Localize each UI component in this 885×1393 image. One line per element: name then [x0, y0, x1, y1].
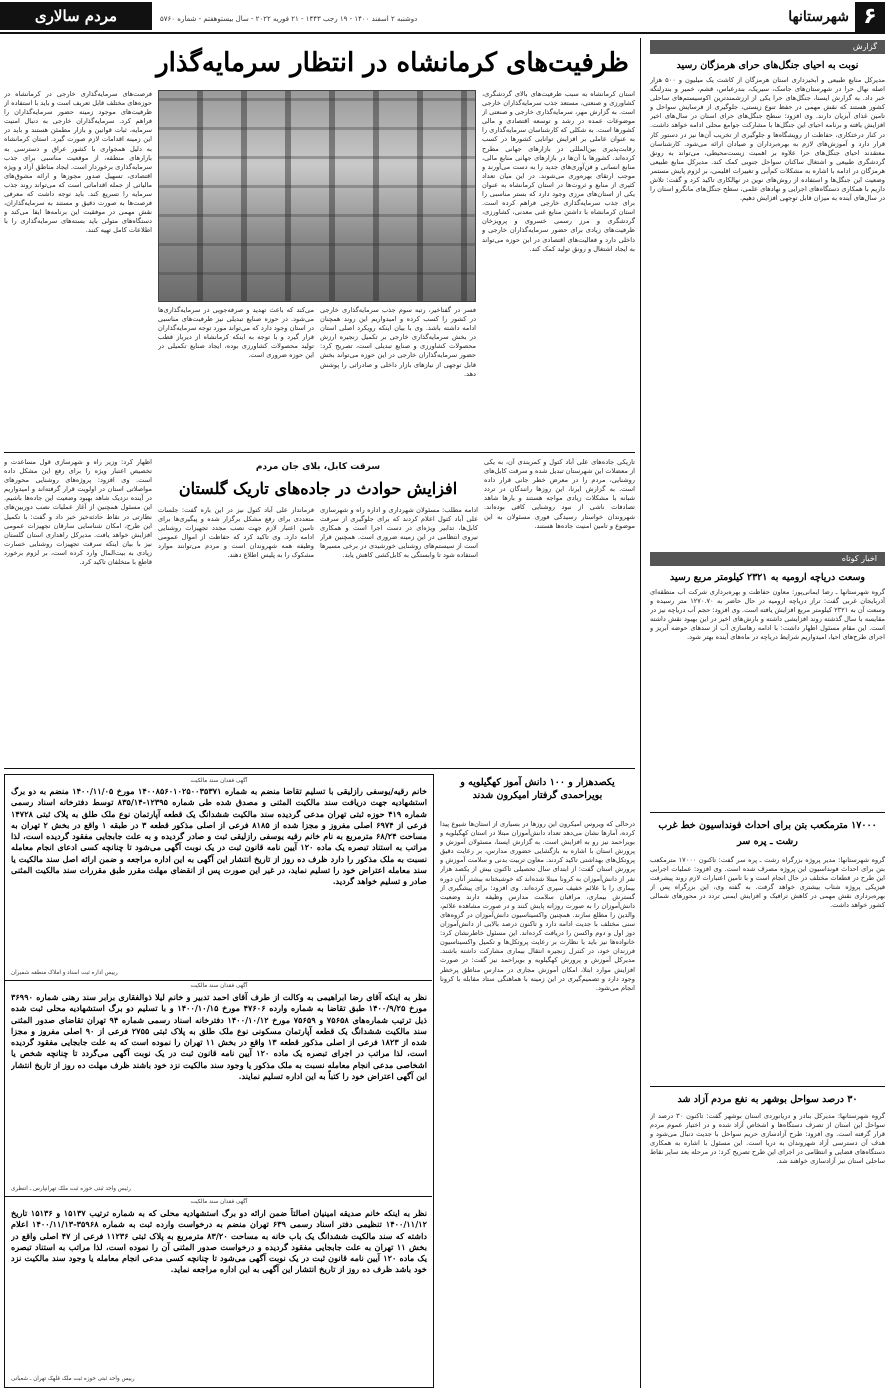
school-headline: یکصدهزار و ۱۰۰ دانش آموز کهگیلویه و بویراحمدی گرفتار امیکرون شدند	[460, 777, 615, 801]
report-tag: گزارش	[650, 40, 885, 54]
main-col-middle: فسر در گفتاخیر، رتبه سوم جذب سرمایه‌گذاری خارجی در کشور را کسب کرده و امیدواریم این روند همچنان ادامه داشته باشد. وی با بیان اینکه رویکرد اصلی استان در بخش سرمایه‌گذاری خارجی بر تکمیل زنجیره ارزش محصولات کشاورزی و صنایع تبدیلی است، تصریح کرد: حضور سرمایه‌گذاران خارجی در این حوزه می‌تواند بخش قابل توجهی از نیازهای بازار داخلی و صادراتی را پوشش دهد.	[320, 306, 476, 378]
short1-body: گروه شهرستانها ـ رضا ایمانی‌پور: معاون حفاظت و بهره‌برداری شرکت آب منطقه‌ای آذربایجان غربی گفت: تراز دریاچه ارومیه در حال حاضر به ۱۲۷۰.۷۰ متر رسیده و وسعت آن به ۲۳۲۱ کیلومتر مربع افزایش یافته است. وی افزود: حجم آب دریاچه نیز در مقایسه با سال گذشته روند افزایشی داشته و بارش‌های اخیر در این بهبود نقش داشته است. این مقام مسئول اظهار داشت: با ادامه رهاسازی آب از سدهای حوضه آبریز و اجرای طرح‌های احیا، امیدواریم شرایط دریاچه در ماه‌های آینده بهتر شود.	[650, 588, 885, 642]
middle-bottom-rule	[4, 768, 635, 769]
main-col-right: استان کرمانشاه به سبب ظرفیت‌های بالای گردشگری، کشاورزی و صنعتی، مستعد جذب سرمایه‌گذاران خارجی است. به گزارش مهر، سرمایه‌گذاری خارجی و صنعتی از موضوعات عمده در رشد و توسعه اقتصادی و مالی کشورها است. به شکلی که کارشناسان سرمایه‌گذاری را به عنوان عاملی بر افزایش توانایی کشورها در کسب رقابت‌پذیری بین‌المللی در بازارهای جهانی مطرح کرده‌اند. کشورها با آن‌ها در بازارهای جهانی منابع مالی، منابع انسانی و فن‌آوری‌های جدید را به دست می‌آورند و موجب ارتقای بهره‌وری می‌شوند. در این میان تعداد کثیری از منابع و ثروت‌ها در استان کرمانشاه به عنوان یکی از استان‌های مرزی وجود دارد که بستر مناسبی را برای جذب سرمایه‌گذاری خارجی فراهم کرده است. استان کرمانشاه با داشتن منابع غنی معدنی، کشاورزی، گردشگری و مرز رسمی خسروی و پرویزخان ظرفیت‌های زیادی برای حضور سرمایه‌گذاران خارجی و داخلی دارد و فعالیت‌های اقتصادی در این حوزه می‌تواند به ایجاد اشتغال و رونق تولید کمک کند.	[482, 90, 635, 253]
notice2-text: نظر به اینکه آقای رضا ابراهیمی به وکالت از طرف آقای احمد تدبیر و خانم لیلا ذوالفقاری برابر سند رهنی شماره ۳۶۹۹۰ مورخ ۱۴۰۰/۹/۲۵ طبق تقاضا به شماره وارده ۴۷۶۰۶ مورخ ۱۴۰۰/۱۰/۱۵ و با تسلیم دو برگ استشهادیه محلی ثبت شده ذیل ترتیب شماره‌های ۷۵۶۵۸ و ۷۵۶۵۹ مورخ ۱۴۰۰/۱۰/۱۲ دفترخانه اسناد رسمی شماره ۹۴ تهران تقاضای صدور المثنی سند مالکیت ششدانگ یک قطعه آپارتمان مسکونی نوع ملک طلق به پلاک ثبتی ۲۷۵۵ فرعی از ۹۰ اصلی مفروز و مجزا شده از ۱۸۲۳ فرعی از اصلی مذکور قطعه ۱۳ واقع در بخش ۱۱ تهران را نموده است که به علت جابجایی مفقود گردیده است، لذا مراتب در اجرای تبصره یک ماده ۱۲۰ آیین نامه قانون ثبت در یک نوبت آگهی می‌گردد تا چنانچه شخص یا اشخاصی مدعی انجام معامله نسبت به ملک مذکور یا وجود سند مالکیت نزد خود باشند ظرف مهلت ده روز از تاریخ انتشار این آگهی اعتراض خود را کتباً به این اداره تسلیم نمایند.	[11, 992, 427, 1082]
middle-headline: افزایش حوادث در جاده‌های تاریک گلستان	[178, 479, 458, 498]
notice2-title: آگهی فقدان سند مالکیت	[190, 983, 248, 989]
page-number-badge: ۶	[855, 2, 885, 32]
masthead: مردم سالاری	[0, 2, 152, 30]
main-headline: ظرفیت‌های کرمانشاه در انتظار سرمایه‌گذار	[156, 48, 629, 78]
short2-title: ۱۷۰۰۰ مترمکعب بتن برای احداث فونداسیون خط غرب رشت ـ پره سر	[658, 820, 877, 847]
date-line: دوشنبه ۲ اسفند ۱۴۰۰ - ۱۹ رجب ۱۴۴۳ - ۲۱ فوریه ۲۰۲۲ - سال بیستوهفتم - شماره ۵۷۶۰	[160, 15, 418, 23]
story1-title: نوبت به احیای جنگل‌های حرای هرمزگان رسید	[676, 60, 859, 71]
main-col-left: می‌کند که باعث تهدید و صرفه‌جویی در سرمایه‌گذاری‌ها می‌شود. در حوزه صنایع تبدیلی نیز ظرفیت‌های مناسبی در استان وجود دارد که می‌تواند مورد توجه سرمایه‌گذاران قرار گیرد و با توجه به اینکه کرمانشاه از دیرباز قطب تولید محصولات کشاورزی بوده، ایجاد صنایع تکمیلی در این حوزه ضروری است.	[158, 306, 314, 360]
notice2-sign: رئیس واحد ثبتی حوزه ثبت ملک تهرانپارس ـ انتظری	[11, 1186, 131, 1192]
school-body: درحالی که ویروس امیکرون این روزها در بسیاری از استان‌ها شیوع پیدا کرده، آمارها نشان می‌دهد تعداد دانش‌آموزان مبتلا در استان کهگیلویه و بویراحمد نیز رو به افزایش است. به گزارش ایسنا، مسئولان آموزش و پرورش استان با اشاره به بازگشایی حضوری مدارس، بر رعایت دقیق پروتکل‌های بهداشتی تاکید کردند. معاون تربیت بدنی و سلامت آموزش و پرورش استان گفت: از ابتدای سال تحصیلی تاکنون بیش از یکصد هزار نفر از دانش‌آموزان به کرونا مبتلا شده‌اند که خوشبختانه بیشتر آنان دوره بیماری را با علائم خفیف سپری کرده‌اند. وی افزود: برای پیشگیری از گسترش بیماری، مراقبان سلامت مدارس وظیفه دارند وضعیت دانش‌آموزان را به صورت روزانه پایش کنند و در صورت مشاهده علائم، والدین را مطلع سازند. همچنین واکسیناسیون دانش‌آموزان در گروه‌های سنی مختلف با جدیت ادامه دارد و تاکنون درصد بالایی از دانش‌آموزان دوز اول و دوم واکسن را دریافت کرده‌اند. این مسئول خاطرنشان کرد: خانواده‌ها نیز باید با نظارت بر رعایت پروتکل‌ها و تکمیل واکسیناسیون فرزندان خود، در کنترل زنجیره انتقال بیماری مشارکت داشته باشند. مدیرکل آموزش و پرورش کهگیلویه و بویراحمد نیز گفت: در صورت افزایش موارد ابتلا، امکان آموزش مجازی در مدارس مناطق پرخطر وجود دارد و تصمیم‌گیری در این زمینه با هماهنگی ستاد مقابله با کرونا انجام می‌شود.	[440, 820, 635, 992]
sidebar-divider	[640, 38, 641, 1388]
middle-body-middle: ادامه مطلب: مسئولان شهرداری و اداره راه و شهرسازی علی آباد کتول اعلام کردند که برای جلوگیری از سرقت کابل‌ها، تدابیر ویژه‌ای در دست اجرا است و همکاری نیروی انتظامی در این زمینه ضروری است. همچنین قرار است از سیستم‌های روشنایی خورشیدی در برخی مسیرها استفاده شود تا وابستگی به کابل‌کشی کاهش یابد.	[320, 506, 478, 560]
short1-title: وسعت دریاچه ارومیه به ۲۳۲۱ کیلومتر مربع رسید	[669, 572, 866, 583]
middle-kicker: سرقت کابل، بلای جان مردم	[255, 462, 381, 472]
middle-body-right: تاریکی جاده‌های علی آباد کتول و کمربندی آن، به یکی از معضلات این شهرستان تبدیل شده و سرقت کابل‌های روشنایی، مردم را در معرض خطر جانی قرار داده است. به گزارش ایرنا، این روزها رانندگان در تردد شبانه با مشکلات زیادی مواجه هستند و بارها شاهد تصادفات ناشی از نبود روشنایی کافی بوده‌اند. شهروندان خواستار رسیدگی فوری مسئولان به این موضوع و تامین امنیت جاده‌ها هستند.	[484, 458, 635, 530]
page-header	[0, 0, 885, 34]
middle-far-left: اظهار کرد: وزیر راه و شهرسازی قول مساعدت و تخصیص اعتبار ویژه را برای رفع این مشکل داده است. وی افزود: پروژه‌های روشنایی محورهای مواصلاتی استان در اولویت قرار گرفته‌اند و امیدواریم در آینده نزدیک شاهد بهبود وضعیت این جاده‌ها باشیم. این مسئول همچنین از آغاز عملیات نصب دوربین‌های نظارتی در نقاط حادثه‌خیز خبر داد و گفت: با تکمیل این طرح، امکان شناسایی سارقان تجهیزات عمومی افزایش خواهد یافت. مدیرکل راهداری استان گلستان نیز با بیان اینکه سرقت تجهیزات روشنایی خسارت زیادی به بیت‌المال وارد کرده است، بر لزوم برخورد قاطع با متخلفان تاکید کرد.	[4, 458, 152, 567]
notice1-sign: رییس اداره ثبت اسناد و املاک منطقه شمیران	[11, 970, 118, 976]
notice3-sign: رییس واحد ثبتی حوزه ثبت ملک قلهک تهران ـ شعبانی	[11, 1376, 135, 1382]
factory-photo	[158, 90, 476, 302]
main-bottom-rule	[4, 452, 635, 453]
short-divider-1	[650, 812, 885, 813]
middle-body-left: فرماندار علی آباد کتول نیز در این باره گفت: جلسات متعددی برای رفع مشکل برگزار شده و پیگیری‌ها برای تامین اعتبار لازم جهت نصب مجدد تجهیزات روشنایی ادامه دارد. وی تاکید کرد که حفاظت از اموال عمومی وظیفه همه شهروندان است و مردم می‌توانند موارد مشکوک را به پلیس اطلاع دهند.	[158, 506, 314, 560]
short-divider-2	[650, 1086, 885, 1087]
main-col-far-left: فرصت‌های سرمایه‌گذاری خارجی در کرمانشاه در حوزه‌های مختلف قابل تعریف است و باید با استفاده از ظرفیت‌های موجود زمینه حضور سرمایه‌گذاران را فراهم کرد. سرمایه‌گذاران خارجی به دنبال امنیت سرمایه، ثبات قوانین و بازار مطمئن هستند و باید در این زمینه اقدامات لازم صورت گیرد. استان کرمانشاه به دلیل همجواری با کشور عراق و دسترسی به بازارهای منطقه، از موقعیت مناسبی برای جذب سرمایه‌گذاری برخوردار است. ایجاد مناطق آزاد و ویژه اقتصادی، تسهیل صدور مجوزها و ارائه مشوق‌های مالیاتی از جمله اقداماتی است که می‌تواند روند جذب سرمایه را تسریع کند. باید توجه داشت که معرفی فرصت‌ها به صورت دقیق و مستند به سرمایه‌گذاران، نقش مهمی در موفقیت این برنامه‌ها ایفا می‌کند و دستگاه‌های متولی باید بسته‌های سرمایه‌گذاری را با اطلاعات کامل تهیه کنند.	[4, 90, 152, 235]
section-title: شهرستانها	[788, 9, 849, 25]
notice1-text: خانم رقیه/یوسفی رازلیقی با تسلیم تقاضا منضم به شماره ۱۴۰۰۸۵۶۰۱۰۲۵۰۰۳۵۳۷۱ مورخ ۱۴۰۰/۱۱/۰۵ منضم به دو برگ استشهادیه جهت دریافت سند مالکیت المثنی و مصدق شده طی شماره ۱۲۳۹۵-۸۳۵/۱۴ توسط دفترخانه اسناد رسمی شماره ۴۱۹ حوزه ثبتی تهران مدعی گردیده سند مالکیت ششدانگ یک قطعه آپارتمان نوع ملک طلق به پلاک ثبتی ۱۴۷۲۸ فرعی از ۶۹۷۴ اصلی مفروز و مجزا شده از ۸۱۸۵ فرعی از اصلی مذکور قطعه ۳ در طبقه ۱ واقع در بخش ۲ تهران به مساحت ۶۸/۲۴ مترمربع به نام خانم رقیه یوسفی رازلیقی ثبت و صادر گردیده و به علت جابجایی مفقود گردیده است، لذا مراتب به استناد تبصره یک ماده ۱۲۰ آیین نامه قانون ثبت در یک نوبت آگهی می‌شود تا چنانچه کسی ادعای انجام معامله نسبت به ملک مذکور را دارد ظرف ده روز از تاریخ انتشار این آگهی به این اداره مراجعه و ضمن ارائه اصل سند مالکیت یا سند معامله اعتراض خود را تسلیم نماید، در غیر این صورت پس از انقضای مهلت مقرر طبق مقررات سند مالکیت المثنی صادر و تسلیم خواهد گردید.	[11, 786, 427, 887]
notice-divider-1	[5, 980, 432, 981]
notice1-title: آگهی فقدان سند مالکیت	[190, 778, 248, 784]
notice3-text: نظر به اینکه خانم صدیقه امینیان اصالتاً ضمن ارائه دو برگ استشهادیه محلی که به شماره ترتیب ۱۵۱۳۷ و ۱۵۱۳۶ تاریخ ۱۴۰۰/۱۱/۱۲ تنظیمی دفتر اسناد رسمی ۶۳۹ تهران منضم به درخواست وارده ثبت به شماره ۳۵۹۶۸-۱۴۰۰/۱۱/۱۳ اعلام داشته که سند مالکیت ششدانگ یک باب خانه به مساحت ۸۳/۲۰ مترمربع به پلاک ثبتی ۱۱۲۳۶ فرعی از ۴۷ اصلی واقع در بخش ۱۱ تهران به علت جابجایی مفقود گردیده و درخواست صدور المثنی آن را نموده است، لذا مراتب به استناد تبصره یک ماده ۱۲۰ آیین نامه قانون ثبت در یک نوبت آگهی می‌شود تا چنانچه کسی مدعی انجام معامله یا وجود سند مالکیت نزد خود باشد ظرف ده روز از تاریخ انتشار این آگهی به این اداره مراجعه نماید.	[11, 1208, 427, 1275]
short2-body: گروه شهرستانها: مدیر پروژه بزرگراه رشت ـ پره سر گفت: تاکنون ۱۷۰۰۰ مترمکعب بتن برای احداث فونداسیون این پروژه مصرف شده است. وی افزود: عملیات اجرایی این طرح در قطعات مختلف در حال انجام است و با تامین اعتبارات لازم روند پیشرفت فیزیکی پروژه شتاب بیشتری خواهد گرفت. به گفته وی، این بزرگراه پس از بهره‌برداری نقش مهمی در کاهش ترافیک و افزایش ایمنی تردد در محورهای شمالی کشور خواهد داشت.	[650, 856, 885, 910]
short3-title: ۳۰ درصد سواحل بوشهر به نفع مردم آزاد شد	[677, 1094, 858, 1105]
notice-divider-2	[5, 1196, 432, 1197]
short3-body: گروه شهرستانها: مدیرکل بنادر و دریانوردی استان بوشهر گفت: تاکنون ۳۰ درصد از سواحل این استان از تصرف دستگاه‌ها و اشخاص آزاد شده و در اختیار عموم مردم قرار گرفته است. وی افزود: طرح آزادسازی حریم سواحل با جدیت دنبال می‌شود و هدف آن دسترسی آزاد شهروندان به دریا است. این مسئول با اشاره به همکاری دستگاه‌های قضایی و انتظامی در اجرای این طرح تصریح کرد: در مرحله بعد سایر نقاط ساحلی استان نیز آزادسازی خواهند شد.	[650, 1112, 885, 1166]
story1-body: مدیرکل منابع طبیعی و آبخیزداری استان هرمزگان از کاشت یک میلیون و ۵۰۰ هزار اصله نهال حرا در شهرستان‌های جاسک، سیریک، بندرعباس، قشم، خمیر و بندرلنگه خبر داد. به گزارش ایسنا، جنگل‌های حرا یکی از ارزشمندترین اکوسیستم‌های ساحلی کشور هستند که نقش مهمی در حفظ تنوع زیستی، جلوگیری از فرسایش سواحل و تامین غذای آبزیان دارند. وی افزود: سطح جنگل‌های حرای استان در سال‌های اخیر افزایش یافته و برنامه احیای این جنگل‌ها با مشارکت جوامع محلی ادامه خواهد داشت. در کنار درختکاری، حفاظت از رویشگاه‌ها و جلوگیری از تخریب آن‌ها نیز در دستور کار قرار دارد و آموزش‌های لازم به بهره‌برداران و صیادان ارائه می‌شود. کارشناسان معتقدند احیای جنگل‌های حرا علاوه بر اهمیت زیست‌محیطی، می‌تواند به رونق گردشگری طبیعی و اشتغال ساکنان سواحل جنوبی کمک کند. مدیرکل منابع طبیعی هرمزگان در ادامه با اشاره به مشکلات کم‌آبی و تغییرات اقلیمی، بر لزوم پایش مستمر وضعیت این جنگل‌ها و استفاده از روش‌های نوین در نهالکاری تاکید کرد و گفت: تلاش داریم با همکاری دستگاه‌های اجرایی و نهادهای علمی، سطح جنگل‌های مانگرو استان را در سال‌های آینده به میزان قابل توجهی افزایش دهیم.	[650, 76, 885, 203]
news-tag: اخبار کوتاه	[650, 552, 885, 566]
notice3-title: آگهی فقدان سند مالکیت	[190, 1199, 248, 1205]
legal-notices-box	[4, 774, 434, 1388]
